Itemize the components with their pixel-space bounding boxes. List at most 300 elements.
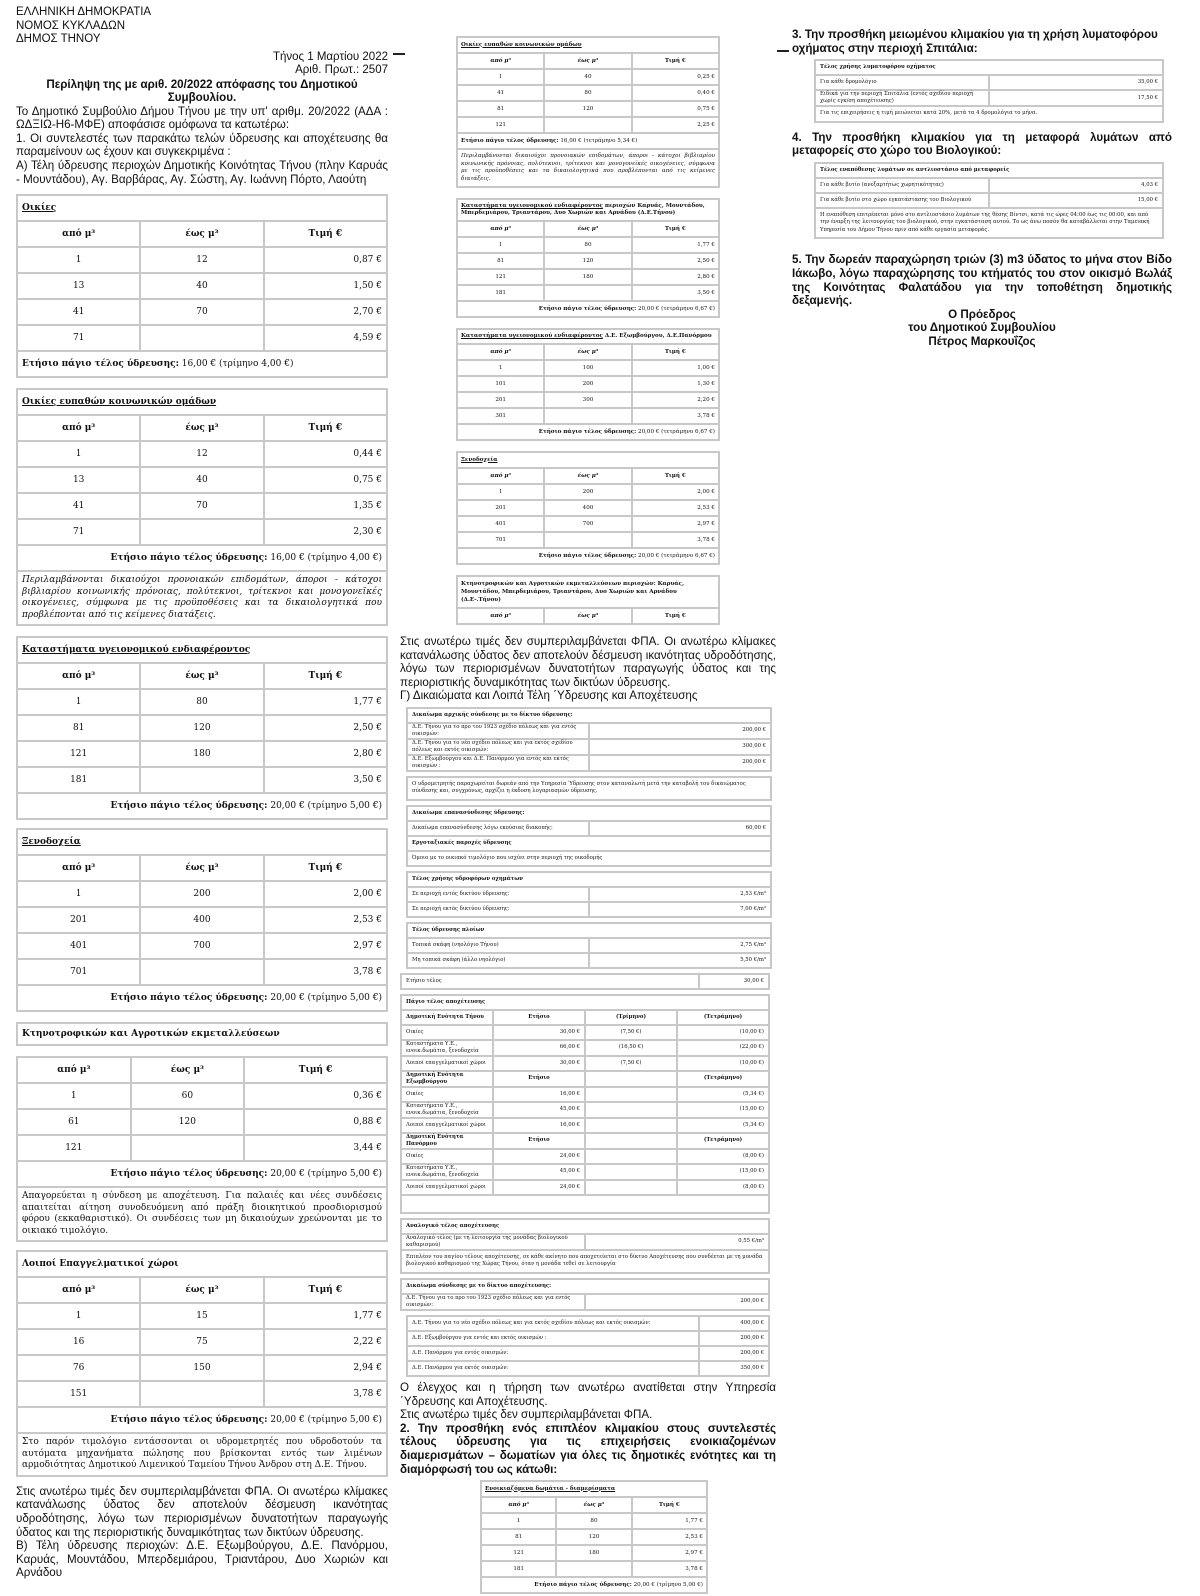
annual-fee-value: 16,00 € (τρίμηνο 4,00 €) bbox=[270, 552, 382, 563]
row-value: 2,53 €/m³ bbox=[589, 887, 771, 902]
col-header-from: από μ³ bbox=[17, 1277, 140, 1303]
col-header-from: από μ³ bbox=[17, 415, 140, 441]
col-header-annual: Ετήσιο bbox=[493, 1071, 585, 1087]
row-label: Για κάθε βυτίο στο χώρο εγκατάστασης του Βιολογικού bbox=[815, 193, 989, 208]
from-value: 121 bbox=[457, 269, 544, 285]
to-value: 400 bbox=[140, 907, 263, 933]
four-month-value: (10,00 €) bbox=[677, 1025, 769, 1040]
table-title bbox=[457, 199, 719, 221]
intro-paragraph: Το Δημοτικό Συμβούλιο Δήμου Τήνου με την υπ' αριθμ. 20/2022 (ΑΔΑ : ΩΔΞΙΩ-Η6-ΜΦΕ) αποφάσισε ομόφωνα τα κατωτέρω: bbox=[16, 104, 388, 132]
table-title bbox=[17, 637, 387, 663]
col-header-from: από μ³ bbox=[457, 468, 544, 484]
row-label: Δ.Ε. Πανόρμου για εκτός οικισμών: bbox=[407, 1361, 699, 1376]
from-value: 121 bbox=[481, 1545, 556, 1561]
table-row bbox=[457, 376, 719, 392]
annual-fee-label: Ετήσιο πάγιο τέλος ύδρευσης: bbox=[538, 305, 637, 312]
price-value: 2,97 € bbox=[264, 933, 387, 959]
annual-fee-label: Ετήσιο πάγιο τέλος ύδρευσης: bbox=[110, 1168, 268, 1179]
table-title-text: Λοιποί Επαγγελματικοί χώροι bbox=[22, 1258, 179, 1269]
from-value: 121 bbox=[17, 1135, 131, 1161]
issuer-block bbox=[16, 6, 388, 47]
price-value: 2,53 € bbox=[632, 500, 719, 516]
row-label: Λοιποί επαγγελματικοί χώροι bbox=[401, 1180, 493, 1195]
mid-table-katastimata-1 bbox=[456, 198, 720, 318]
row-value: 5,50 €/m³ bbox=[589, 953, 771, 968]
date-block bbox=[16, 51, 388, 78]
col-header-price: Τιμή € bbox=[264, 415, 387, 441]
annual-fee bbox=[457, 548, 719, 564]
empty-row bbox=[401, 1195, 769, 1213]
column-marker bbox=[777, 50, 789, 52]
col-header-price: Τιμή € bbox=[264, 1277, 387, 1303]
annual-value: 45,00 € bbox=[493, 1102, 585, 1118]
quarter-value bbox=[585, 1118, 677, 1133]
price-value: 2,97 € bbox=[632, 1545, 707, 1561]
price-value: 3,50 € bbox=[264, 767, 387, 793]
price-value: 2,00 € bbox=[264, 881, 387, 907]
to-value: 12 bbox=[140, 441, 263, 467]
to-value: 100 bbox=[544, 360, 631, 376]
to-value: 700 bbox=[140, 933, 263, 959]
from-value: 181 bbox=[481, 1561, 556, 1577]
table-note: Απαγορεύεται η σύνδεση με αποχέτευση. Για παλαιές και νέες συνδέσεις απαιτείται αίτηση συνοδευόμενη από πράξη διοικητικού προσδιορισμού φόρου (εκκαθαριστικό). Οι συνδέσεις των μη δικαιούχων χρεώνονται με το οικιακό τιμολόγιο. bbox=[17, 1187, 387, 1241]
annual-fee-value: 20,00 € (τρίμηνο 5,00 €) bbox=[633, 1581, 703, 1588]
to-value: 300 bbox=[544, 392, 631, 408]
from-value: 181 bbox=[17, 767, 140, 793]
row-value: 7,00 €/m³ bbox=[589, 902, 771, 917]
price-value: 2,80 € bbox=[632, 269, 719, 285]
from-value: 201 bbox=[457, 392, 544, 408]
quarter-value bbox=[585, 1087, 677, 1102]
col-header-to: έως μ³ bbox=[140, 663, 263, 689]
from-value: 13 bbox=[17, 467, 140, 493]
item-5-block bbox=[792, 253, 1172, 348]
price-value: 1,00 € bbox=[632, 360, 719, 376]
annual-value: 24,00 € bbox=[493, 1149, 585, 1164]
section-c: Γ) Δικαιώματα και Λοιπά Τέλη ΄Υδρευσης και Αποχέτευσης bbox=[400, 689, 698, 703]
row-label: Ειδικά για την περιοχή Σπιτάλια (εντός σχεδίου περιοχή χωρίς εγκ/ση αποχέτευσης) bbox=[815, 90, 989, 106]
table-title: Πάγιο τέλος αποχέτευσης bbox=[401, 995, 769, 1010]
quarter-value: (16,50 €) bbox=[585, 1040, 677, 1056]
to-value: 700 bbox=[544, 516, 631, 532]
reconnect-table bbox=[406, 805, 772, 867]
table-ktinotrofikes-title bbox=[16, 1022, 388, 1046]
annual-fee-value: 16,00 € (τετράμηνο 5,34 €) bbox=[560, 137, 638, 144]
table-title: Κτηνοτροφικών και Αγροτικών εκμεταλλεύσεων περιοχών: Καρυάς, Μουντάδου, Μπερδεμιάρου, Τριαντάρου, Δυο Χωριών και Αρνάδου (Δ.Ε-.Τήνου) bbox=[457, 576, 719, 608]
rights-connection-table bbox=[406, 707, 772, 772]
from-value: 1 bbox=[17, 247, 140, 273]
mid-table-ktinotrofikes bbox=[456, 575, 720, 625]
table-row bbox=[407, 902, 771, 917]
table-row bbox=[17, 1303, 387, 1329]
table-title: Δικαίωμα επανασύνδεσης ύδρευσης: bbox=[407, 806, 771, 821]
annual-fee-label: Ετήσιο πάγιο τέλος ύδρευσης: bbox=[534, 1581, 632, 1588]
row-value: 0,55 €/m³ bbox=[585, 1234, 769, 1250]
from-value: 1 bbox=[17, 1303, 140, 1329]
table-row bbox=[17, 907, 387, 933]
table-row bbox=[481, 1513, 707, 1529]
col-header-from: από μ³ bbox=[17, 221, 140, 247]
price-value: 2,20 € bbox=[632, 392, 719, 408]
annual-fee-label: Ετήσιο πάγιο τέλος ύδρευσης: bbox=[110, 1414, 268, 1425]
table-row bbox=[457, 392, 719, 408]
table-title: Τέλος ύδρευσης πλοίων bbox=[407, 923, 771, 938]
row-label: Δ.Ε. Εξωμβούργου για εντός και εκτός οικισμών : bbox=[407, 1331, 699, 1346]
from-value: 401 bbox=[457, 516, 544, 532]
tankers-table bbox=[406, 871, 772, 918]
col-header-from: από μ³ bbox=[457, 344, 544, 360]
price-value: 0,36 € bbox=[244, 1083, 387, 1109]
table-row bbox=[17, 767, 387, 793]
price-value: 0,75 € bbox=[264, 467, 387, 493]
to-value: 120 bbox=[556, 1529, 631, 1545]
col-header-from: από μ³ bbox=[481, 1497, 556, 1513]
col-header-to: έως μ³ bbox=[556, 1497, 631, 1513]
from-value: 121 bbox=[457, 117, 544, 133]
to-value: 120 bbox=[131, 1109, 245, 1135]
signature-council: του Δημοτικού Συμβουλίου bbox=[908, 321, 1056, 335]
table-title-text: Καταστήματα υγειονομικού ενδιαφέροντος bbox=[22, 644, 251, 655]
to-value bbox=[544, 285, 631, 301]
table-row bbox=[401, 1118, 769, 1133]
table-row bbox=[407, 723, 771, 739]
price-value: 1,35 € bbox=[264, 493, 387, 519]
to-value bbox=[140, 767, 263, 793]
annual-value: 24,00 € bbox=[493, 1180, 585, 1195]
to-value bbox=[556, 1561, 631, 1577]
to-value: 12 bbox=[140, 247, 263, 273]
table-row bbox=[17, 493, 387, 519]
col-header-price: Τιμή € bbox=[264, 663, 387, 689]
from-value: 1 bbox=[17, 441, 140, 467]
table-row bbox=[401, 1056, 769, 1071]
table-row bbox=[457, 269, 719, 285]
col-header-quarter bbox=[585, 1071, 677, 1087]
table-note: Η εναπόθεση επιτρέπεται μόνο στο αντλιοστάσιο λυμάτων της θέσης Βίντσι, κατά τις ώρες 04:00 έως τις 00:00, και από την έναρξη της λειτουργίας του βιολογικού, στην εγκατάσταση αυτού. Το ως άνω ποσόν θα καταβάλλεται στην Ταμειακή Υπηρεσία του Δήμου Τήνου πριν από κάθε εργασία μεταφοράς. bbox=[815, 208, 1163, 239]
annual-fee bbox=[457, 424, 719, 440]
from-value: 121 bbox=[17, 741, 140, 767]
table-row bbox=[17, 715, 387, 741]
from-value: 13 bbox=[17, 273, 140, 299]
col-header-price: Τιμή € bbox=[632, 608, 719, 624]
annual-fee-label: Ετήσιο πάγιο τέλος ύδρευσης: bbox=[22, 358, 179, 369]
price-value: 2,25 € bbox=[632, 117, 719, 133]
middle-column bbox=[400, 36, 776, 1594]
from-value: 181 bbox=[457, 285, 544, 301]
four-month-value: (10,00 €) bbox=[677, 1056, 769, 1071]
table-row bbox=[457, 285, 719, 301]
price-value: 3,78 € bbox=[632, 532, 719, 548]
table-title-text: Καταστήματα υγειονομικού ενδιαφέροντος bbox=[461, 203, 603, 209]
to-value: 400 bbox=[544, 500, 631, 516]
table-note: Για τις επιχειρήσεις η τιμή μειώνεται κατά 20%, μετά τα 4 δρομολόγια το μήνα. bbox=[815, 106, 1163, 122]
four-month-value: (22,00 €) bbox=[677, 1040, 769, 1056]
to-value: 150 bbox=[140, 1355, 263, 1381]
table-row bbox=[17, 273, 387, 299]
col-header-from: από μ³ bbox=[17, 855, 140, 881]
from-value: 81 bbox=[457, 101, 544, 117]
annual-fee bbox=[17, 545, 387, 571]
price-value: 2,53 € bbox=[264, 907, 387, 933]
col-header-from: από μ³ bbox=[17, 1057, 131, 1083]
table-row bbox=[401, 1040, 769, 1056]
price-value: 0,44 € bbox=[264, 441, 387, 467]
price-value: 1,30 € bbox=[632, 376, 719, 392]
table-row bbox=[457, 360, 719, 376]
to-value: 80 bbox=[140, 689, 263, 715]
from-value: 1 bbox=[457, 69, 544, 85]
signature-name: Πέτρος Μαρκουΐζος bbox=[928, 334, 1036, 348]
table-row bbox=[407, 1346, 769, 1361]
from-value: 1 bbox=[481, 1513, 556, 1529]
table-title: Τέλος εναπόθεσης λυμάτων σε αντλιοστάσιο από μεταφορείς bbox=[815, 163, 1163, 178]
row-value: 200,00 € bbox=[589, 723, 771, 739]
table-oikies bbox=[16, 194, 388, 378]
table-row bbox=[407, 887, 771, 902]
table-row bbox=[815, 90, 1163, 106]
from-value: 81 bbox=[457, 253, 544, 269]
to-value: 40 bbox=[544, 69, 631, 85]
row-label: Όμοιο με το οικιακό τιμολόγιο που ισχύει στην περιοχή της οικοδομής bbox=[407, 851, 771, 866]
table-title: Δικαίωμα αρχικής σύνδεσης με το δίκτυο ύδρευσης: bbox=[407, 708, 771, 723]
four-month-value: (5,34 €) bbox=[677, 1087, 769, 1102]
to-value: 80 bbox=[544, 237, 631, 253]
col-header-to: έως μ³ bbox=[544, 53, 631, 69]
table-row bbox=[17, 1109, 387, 1135]
row-label: Τοπικά σκάφη (νηολόγιο Τήνου) bbox=[407, 938, 589, 953]
quarter-value bbox=[585, 1164, 677, 1180]
col-header-to: έως μ³ bbox=[544, 468, 631, 484]
annual-fee-label: Ετήσιο πάγιο τέλος ύδρευσης: bbox=[110, 552, 268, 563]
from-value: 41 bbox=[17, 493, 140, 519]
section-a: Α) Τέλη ύδρευσης περιοχών Δημοτικής Κοινότητας Τήνου (πλην Καρυάς - Μουντάδου), Αγ. Βαρβάρας, Αγ. Σώστη, Αγ. Ιωάννη Πόρτο, Λαούτη bbox=[16, 159, 388, 186]
col-header-from: από μ³ bbox=[457, 53, 544, 69]
to-value: 200 bbox=[140, 881, 263, 907]
from-value: 1 bbox=[17, 881, 140, 907]
col-header-to: έως μ³ bbox=[140, 221, 263, 247]
table-row bbox=[407, 755, 771, 771]
quarter-value bbox=[585, 1149, 677, 1164]
meter-note bbox=[406, 776, 772, 801]
table-title bbox=[17, 829, 387, 855]
price-value: 3,78 € bbox=[264, 1381, 387, 1407]
annual-fee-row bbox=[400, 973, 770, 990]
proportional-table bbox=[400, 1218, 770, 1274]
annual-fee-value: 20,00 € (τετράμηνο 6,67 €) bbox=[638, 305, 715, 312]
col-header-to: έως μ³ bbox=[544, 608, 631, 624]
annual-value: 16,00 € bbox=[493, 1118, 585, 1133]
price-value: 2,97 € bbox=[632, 516, 719, 532]
price-value: 1,77 € bbox=[264, 689, 387, 715]
row-label: Καταστήματα Υ.Ε., ενοικ.δωμάτια, ξενοδοχεία bbox=[401, 1102, 493, 1118]
row-label: Καταστήματα Υ.Ε., ενοικ.δωμάτια, ξενοδοχεία bbox=[401, 1040, 493, 1056]
table-row bbox=[481, 1529, 707, 1545]
price-value: 3,78 € bbox=[264, 959, 387, 985]
col-header-price: Τιμή € bbox=[632, 468, 719, 484]
price-value: 2,22 € bbox=[264, 1329, 387, 1355]
annual-fee bbox=[17, 985, 387, 1011]
price-value: 1,77 € bbox=[264, 1303, 387, 1329]
mid-vat-note: Στις ανωτέρω τιμές δεν συμπεριλαμβάνεται ΦΠΑ. Οι ανωτέρω κλίμακες κατανάλωσης ύδατος δεν αποτελούν δέσμευση ικανότητας υδροδότησης, λόγω των περιορισμένων δυνατοτήτων παραγωγής ύδατος και της περιοριστικής δυναμικότητας των δικτύων ύδρευσης. bbox=[400, 635, 776, 689]
row-label: Δ.Ε. Τήνου για το προ του 1923 σχέδιο πόλεως και για εντός οικισμών: bbox=[401, 1294, 585, 1310]
mid-table-katastimata-2 bbox=[456, 328, 720, 441]
col-header-annual: Ετήσιο bbox=[493, 1133, 585, 1149]
row-label: Λοιποί επαγγελματικοί χώροι bbox=[401, 1118, 493, 1133]
table-row bbox=[407, 953, 771, 968]
sewer-connection-table-cont bbox=[406, 1315, 770, 1377]
row-label: Ετήσιο τέλος bbox=[401, 974, 699, 989]
table-title-text: Ενοικιαζόμενα δωμάτια - διαμερίσματα bbox=[485, 1485, 616, 1492]
table-title bbox=[17, 195, 387, 221]
to-value: 15 bbox=[140, 1303, 263, 1329]
from-value: 1 bbox=[457, 484, 544, 500]
group-name: Δημοτική Ενότητα Τήνου bbox=[401, 1010, 493, 1025]
row-value: 200,00 € bbox=[585, 1294, 769, 1310]
to-value: 80 bbox=[556, 1513, 631, 1529]
row-value: 300,00 € bbox=[589, 739, 771, 755]
table-row bbox=[481, 1545, 707, 1561]
col-header-price: Τιμή € bbox=[264, 221, 387, 247]
price-value: 2,50 € bbox=[632, 253, 719, 269]
col-header-price: Τιμή € bbox=[632, 344, 719, 360]
to-value: 75 bbox=[140, 1329, 263, 1355]
table-title: Αναλογικό τέλος αποχέτευσης bbox=[401, 1219, 769, 1234]
table-title bbox=[457, 37, 719, 53]
vehicle-table bbox=[814, 59, 1164, 123]
annual-fee-label: Ετήσιο πάγιο τέλος ύδρευσης: bbox=[110, 800, 268, 811]
row-label: Αναλογικό τέλος (με τη λειτουργία της μονάδας βιολογικού καθαρισμού) bbox=[401, 1234, 585, 1250]
price-value: 2,70 € bbox=[264, 299, 387, 325]
to-value: 180 bbox=[556, 1545, 631, 1561]
col-header-price: Τιμή € bbox=[632, 53, 719, 69]
issuer-line: ΝΟΜΟΣ ΚΥΚΛΑΔΩΝ bbox=[16, 19, 126, 32]
item-5: 5. Την δωρεάν παραχώρηση τριών (3) m3 ύδατος το μήνα στον Βίδο Ιάκωβο, λόγω παραχώρησης του κτήματός του στον οικισμό Βωλάξ της Κοινότητας Φαλατάδου για την τοποθέτηση δημοτικής δεξαμενής. bbox=[792, 253, 1172, 308]
sewer-connection-table bbox=[400, 1278, 770, 1311]
price-value: 4,59 € bbox=[264, 325, 387, 351]
table-row bbox=[17, 1329, 387, 1355]
row-value: 30,00 € bbox=[699, 974, 769, 989]
table-title bbox=[481, 1481, 707, 1497]
price-value: 1,77 € bbox=[632, 237, 719, 253]
table-title bbox=[17, 389, 387, 415]
table-title-text: Ξενοδοχεία bbox=[461, 456, 498, 463]
vat-note: Στις ανωτέρω τιμές δεν συμπεριλαμβάνεται ΦΠΑ. Οι ανωτέρω κλίμακες κατανάλωσης ύδατος δεν αποτελούν δέσμευση ικανότητας υδροδότησης, λόγω των περιορισμένων δυνατοτήτων παραγωγής ύδατος και της περιοριστικής δυναμικότητας των δικτύων ύδρευσης. bbox=[16, 1484, 388, 1539]
col-header-price: Τιμή € bbox=[632, 1497, 707, 1513]
signature-title: Ο Πρόεδρος bbox=[948, 307, 1016, 321]
four-month-value: (8,00 €) bbox=[677, 1149, 769, 1164]
from-value: 1 bbox=[457, 237, 544, 253]
from-value: 71 bbox=[17, 519, 140, 545]
table-row bbox=[17, 1135, 387, 1161]
row-label: Δ.Ε. Εξωμβούργου και Δ.Ε. Πανόρμου για εντός και εκτός οικισμών : bbox=[407, 755, 589, 771]
four-month-value: (5,34 €) bbox=[677, 1118, 769, 1133]
row-label: Δικαίωμα επανασύνδεσης λόγω εκούσιας διακοπής: bbox=[407, 821, 589, 836]
to-value bbox=[140, 959, 263, 985]
table-oikies-eupatheis bbox=[16, 388, 388, 626]
summary-title: Περίληψη της με αριθ. 20/2022 απόφασης του Δημοτικού Συμβουλίου. bbox=[46, 77, 358, 105]
row-value: 35,00 € bbox=[989, 75, 1163, 90]
issuer-line: ΔΗΜΟΣ ΤΗΝΟΥ bbox=[16, 33, 101, 45]
price-value: 3,78 € bbox=[632, 1561, 707, 1577]
row-value: 350,00 € bbox=[699, 1361, 769, 1376]
to-value bbox=[131, 1135, 245, 1161]
group-name: Δημοτική Ενότητα Πανόρμου bbox=[401, 1133, 493, 1149]
item-1: 1. Οι συντελεστές των παρακάτω τελών ύδρευσης και αποχέτευσης θα παραμείνουν ως έχουν και συγκεκριμένα : bbox=[16, 131, 388, 159]
table-subtitle: Εργοταξιακές παροχές ύδρευσης bbox=[407, 836, 771, 851]
from-value: 41 bbox=[457, 85, 544, 101]
from-value: 151 bbox=[17, 1381, 140, 1407]
row-label: Δ.Ε. Τήνου για το προ του 1923 σχέδιο πόλεως και για εντός οικισμών: bbox=[407, 723, 589, 739]
row-label: Για κάθε βυτίο (ανεξαρτήτως χωρητικότητας) bbox=[815, 178, 989, 193]
table-row bbox=[457, 69, 719, 85]
section-b: Β) Τέλη ύδρευσης περιοχών: Δ.Ε. Εξωμβούργου, Δ.Ε. Πανόρμου, Καρυάς, Μουντάδου, Μπερδεμιάρου, Τριαντάρου, Δυο Χωριών και Αρνάδου bbox=[16, 1539, 388, 1580]
annual-fee-value: 20,00 € (τρίμηνο 5,00 €) bbox=[270, 1168, 382, 1179]
left-column bbox=[16, 6, 388, 1580]
to-value bbox=[140, 1381, 263, 1407]
to-value bbox=[544, 532, 631, 548]
table-row bbox=[17, 299, 387, 325]
price-value: 3,78 € bbox=[632, 408, 719, 424]
row-value: 200,00 € bbox=[589, 755, 771, 771]
quarter-value bbox=[585, 1102, 677, 1118]
annual-fee-label: Ετήσιο πάγιο τέλος ύδρευσης: bbox=[538, 552, 637, 559]
protocol-number: Αριθ. Πρωτ.: 2507 bbox=[295, 64, 388, 76]
col-header-to: έως μ³ bbox=[544, 221, 631, 237]
group-name: Δημοτική Ενότητα Εξωμβούργου bbox=[401, 1071, 493, 1087]
from-value: 301 bbox=[457, 408, 544, 424]
table-row bbox=[457, 408, 719, 424]
item-4: 4. Την προσθήκη κλιμακίου για τη μεταφορά λυμάτων από μεταφορείς στο χώρο του Βιολογικού: bbox=[792, 130, 1172, 158]
to-value: 200 bbox=[544, 484, 631, 500]
table-title: Δικαίωμα σύνδεσης με το δίκτυο αποχέτευσης: bbox=[401, 1279, 769, 1294]
table-ktinotrofikes bbox=[16, 1056, 388, 1242]
from-value: 76 bbox=[17, 1355, 140, 1381]
col-header-to: έως μ³ bbox=[140, 1277, 263, 1303]
table-row bbox=[407, 1316, 769, 1331]
deposit-table bbox=[814, 162, 1164, 240]
row-value: 200,00 € bbox=[699, 1346, 769, 1361]
table-title: Τέλος χρήσης λυματοφόρου οχήματος bbox=[815, 60, 1163, 75]
item-2: 2. Την προσθήκη ενός επιπλέον κλιμακίου στους συντελεστές τέλους ύδρευσης για τις επιχειρήσεις ενοικιαζομένων διαμερισμάτων – δωματίων για όλες τις δημοτικές ενότητες και τη διαμόρφωσή του ως κάτωθι: bbox=[400, 1421, 776, 1476]
col-header-to: έως μ³ bbox=[140, 855, 263, 881]
quarter-value bbox=[585, 1180, 677, 1195]
row-label: Λοιποί επαγγελματικοί χώροι bbox=[401, 1056, 493, 1071]
annual-fee-value: 16,00 € (τρίμηνο 4,00 €) bbox=[181, 358, 294, 369]
table-row bbox=[17, 441, 387, 467]
from-value: 16 bbox=[17, 1329, 140, 1355]
col-header-to: έως μ³ bbox=[544, 344, 631, 360]
table-title bbox=[17, 1251, 387, 1277]
col-header-quarter: (Τρίμηνο) bbox=[585, 1010, 677, 1025]
row-value: 60,00 € bbox=[589, 821, 771, 836]
col-header-four-month: (Τετράμηνο) bbox=[677, 1071, 769, 1087]
annual-fee-value: 20,00 € (τετράμηνο 6,67 €) bbox=[638, 552, 715, 559]
row-label: Σε περιοχή εντός δικτύου ύδρευσης: bbox=[407, 887, 589, 902]
to-value bbox=[140, 519, 263, 545]
annual-fee-label: Ετήσιο πάγιο τέλος ύδρευσης: bbox=[538, 428, 637, 435]
to-value: 180 bbox=[140, 741, 263, 767]
annual-fee bbox=[457, 133, 719, 149]
right-column bbox=[792, 28, 1172, 349]
document-date: Τήνος 1 Μαρτίου 2022 bbox=[272, 50, 388, 63]
annual-value: 30,00 € bbox=[493, 1025, 585, 1040]
annual-value: 30,00 € bbox=[493, 1056, 585, 1071]
table-note: Περιλαμβάνονται δικαιούχοι προνοιακών επιδομάτων, άποροι - κάτοχοι βιβλιαρίου κοινωνικής πρόνοιας, πολύτεκνοι, τρίτεκνοι και μονογονεϊκές οικογένειες, σύμφωνα με τις προϋποθέσεις και τα δικαιολογητικά που προβλέπονται από τις κείμενες διατάξεις. bbox=[17, 571, 387, 625]
table-row bbox=[17, 933, 387, 959]
price-value: 0,40 € bbox=[632, 85, 719, 101]
row-label: Οικίες bbox=[401, 1149, 493, 1164]
from-value: 101 bbox=[457, 376, 544, 392]
